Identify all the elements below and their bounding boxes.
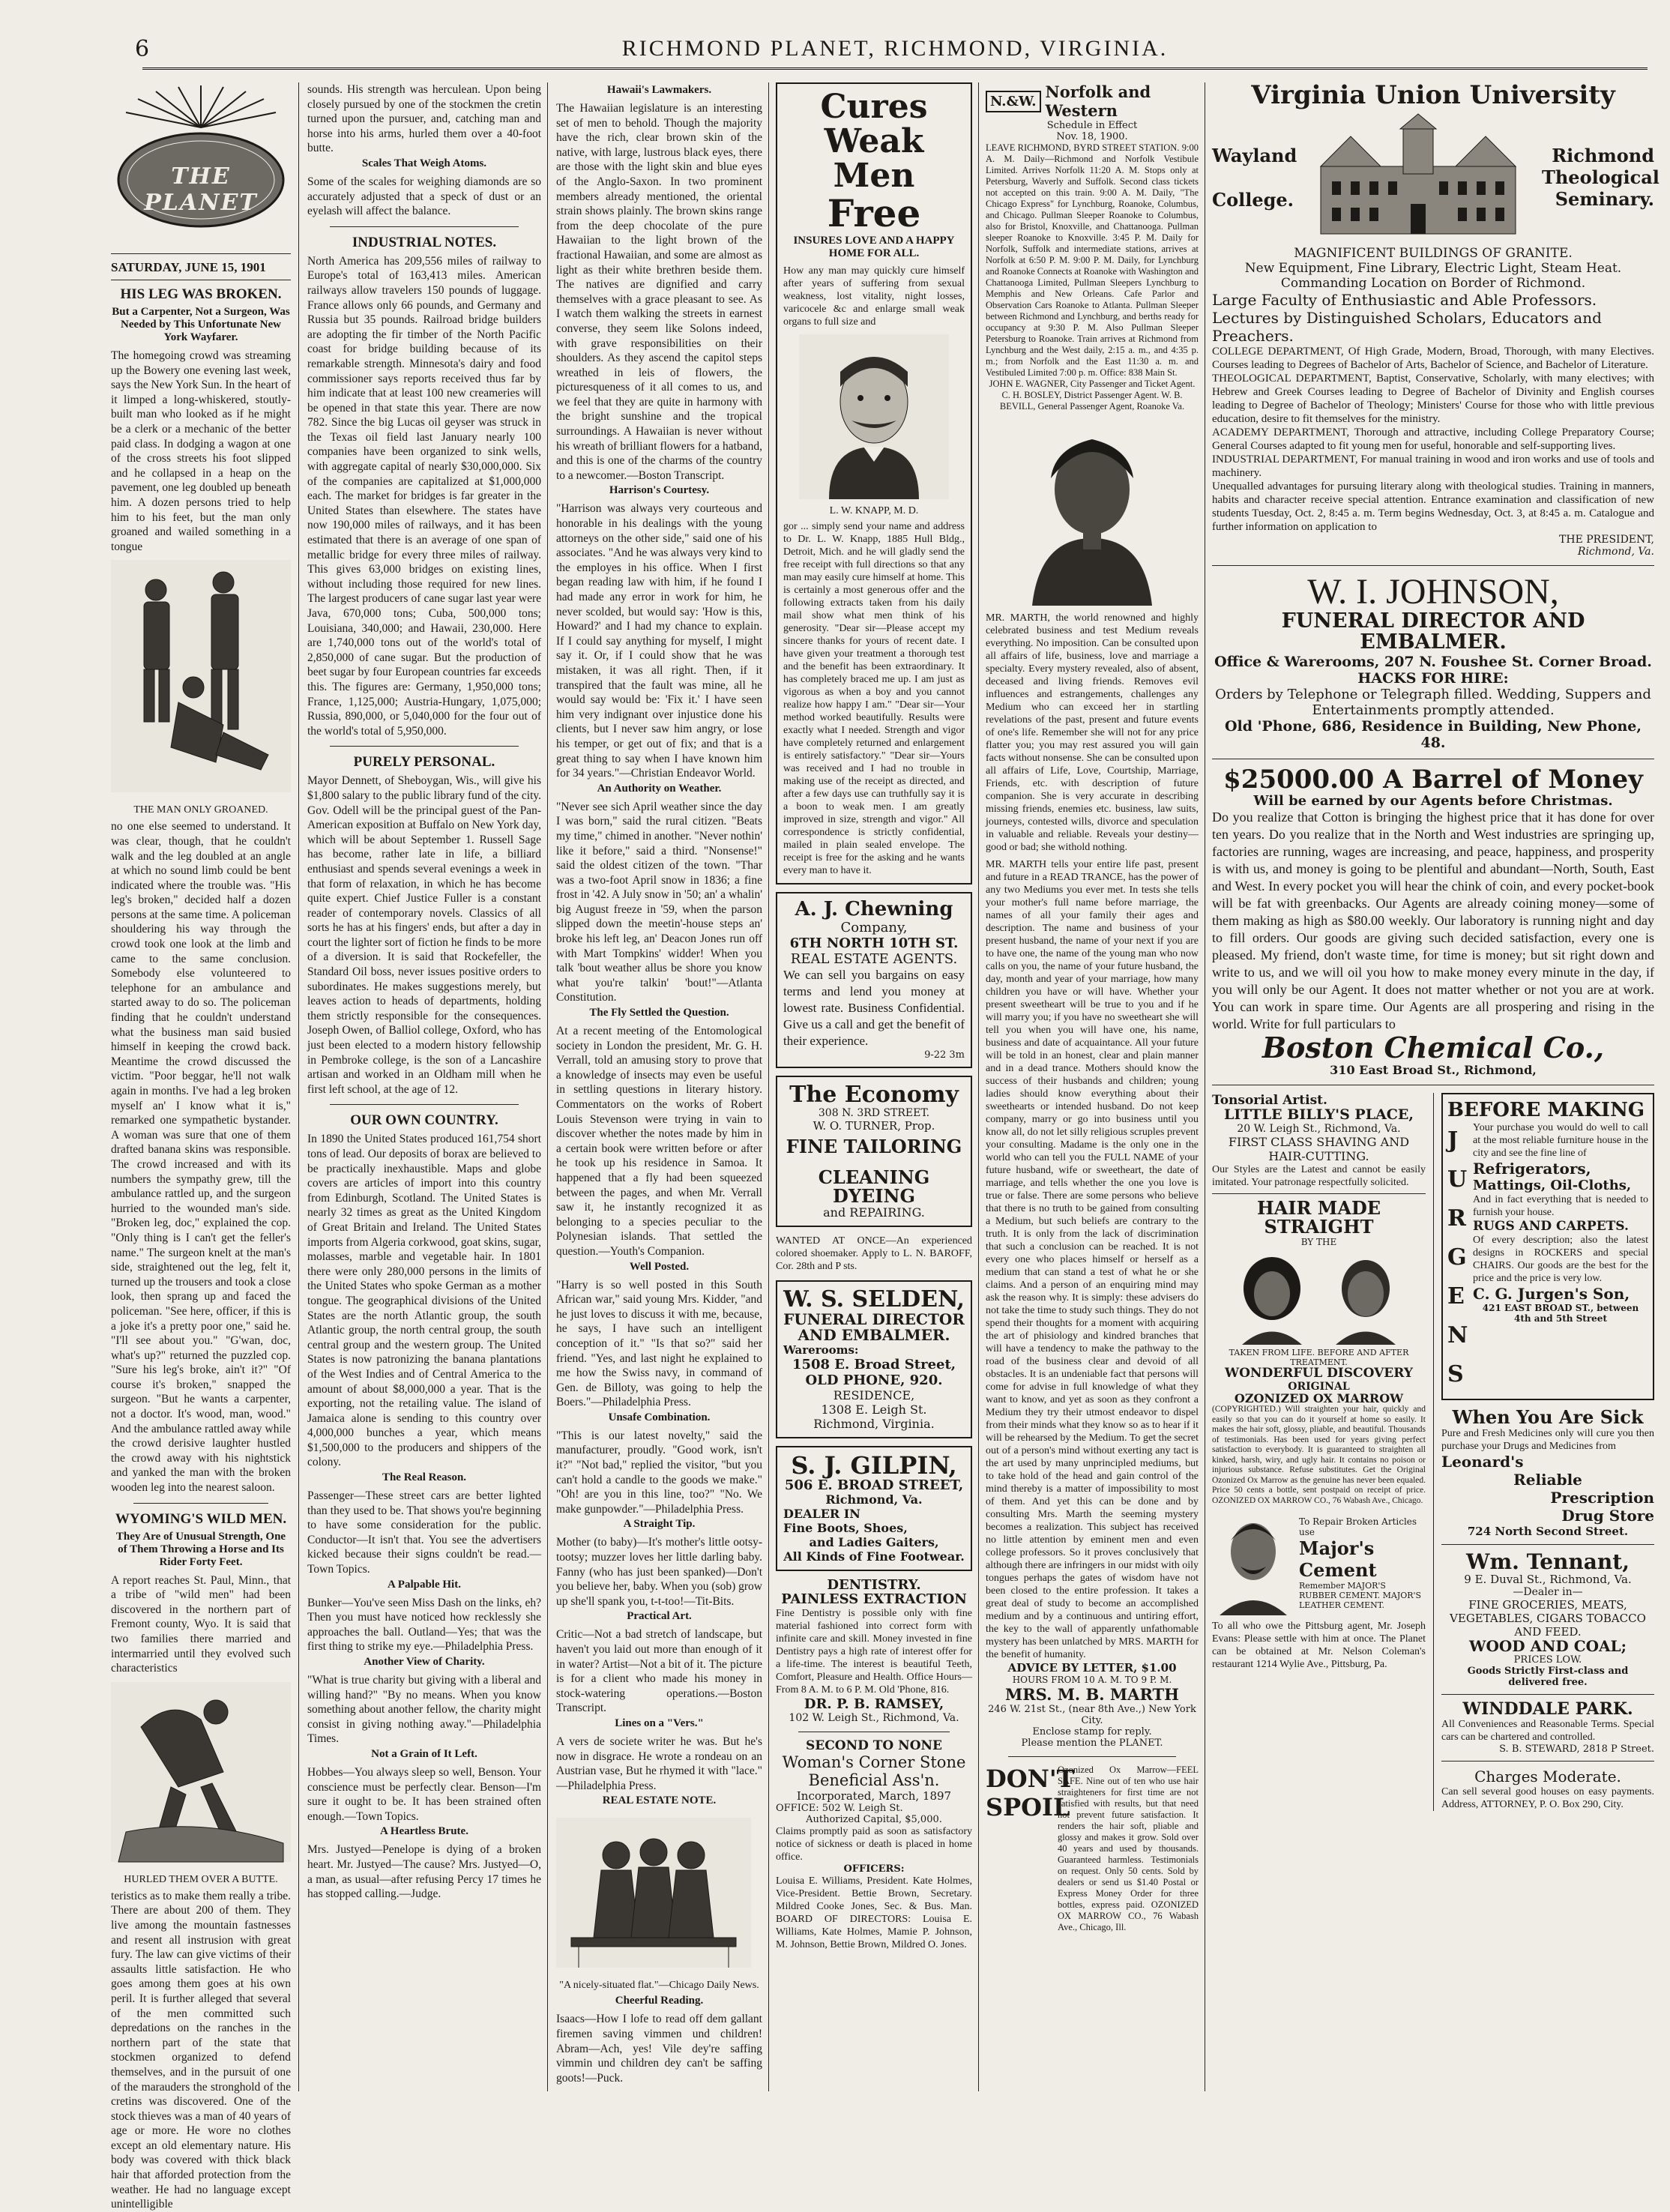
ad-name: Virginia Union University bbox=[1251, 80, 1615, 110]
ad-line: 1508 E. Broad Street, bbox=[792, 1356, 956, 1372]
ad-line: Lectures by Distinguished Scholars, Educators and Preachers. bbox=[1212, 308, 1602, 345]
ad-line: OZONIZED OX MARROW bbox=[1234, 1390, 1404, 1405]
ad-line: W. O. TURNER, Prop. bbox=[813, 1118, 935, 1133]
divider bbox=[1212, 565, 1654, 566]
university-building-illustration bbox=[1306, 114, 1531, 241]
poem-text: A vers de societe writer he was. But he's now in disgrace. He wrote a rondeau on an Austrian vase, But he rhymed it with "lace." —Philadelphia Press. bbox=[556, 1735, 762, 1792]
ad-line: BY THE bbox=[1300, 1236, 1337, 1247]
ad-line: HACKS FOR HIRE: bbox=[1357, 669, 1509, 687]
logo-text: THE PLANET bbox=[144, 163, 258, 216]
ad-line: To Repair Broken Articles use bbox=[1299, 1516, 1417, 1537]
jurgens-letter: U bbox=[1447, 1166, 1468, 1193]
article-text: teristics as to make them really a tribe. There are about 200 of them. They live among the mountain fastnesses and resent all instrusion with great fury. The law can give victims of their assaults little satisfaction. He who goes among them goes at his own peril. It is further alleged that several of the men committed such depredations on the ranches in the northern part of the state that stockmen organized to defend themselves, and in the pursuit of one of the marauders the stronghold of the cretins was discovered. One of the stock thieves was a man of 40 years of age or more. He wore no clothes except an old elementary nature. His body was covered with thick black hair that afforded protection from the weather. He had no language except unintelligible bbox=[111, 1889, 291, 2211]
ad-headline: Free bbox=[827, 190, 921, 235]
winddale-park-ad bbox=[1441, 1701, 1654, 1755]
article-text: Bunker—You've seen Miss Dash on the links, eh? Then you must have noticed how recklessly she approaches the ball. Outland—Yes; that was the first thing to strike my eye.—Philadelphia Press. bbox=[307, 1596, 541, 1654]
ad-line: Goods Strictly First-class and delivered free. bbox=[1467, 1665, 1629, 1688]
marth-portrait bbox=[1017, 418, 1167, 606]
ad-text: Do you realize that Cotton is bringing the highest price that it has done for over ten years. Do you realize that in the North and West industries are springing up, factories are running, wages are increasing, and peace, happiness, and prosperity is with us, and money is going to be plentiful and abundant—North, South, East and West. In every pocket you will hear the chink of coin, and every pocket-book will be fat with greenbacks. Our Agents are already coining money—some of them making as high as $80.00 weekly. Our laboratory is running night and day to fill orders. Our goods are giving such decided satisfaction, every one is pleased. My friend, don't waste time, for time is money; but sit right down and write to us, and we will oil you how to make money every minute in the day, if you will only be our Agent. It does not matter whether or not you are at work. You can work in spare time. Our Agents are all prospering and rising in the world. Write for full particulars to bbox=[1212, 810, 1654, 1032]
article-text: "Harry is so well posted in this South African war," said young Mrs. Kidder, "and he just loves to discuss it with me, because, he says, I have such an intelligent conception of it." "Is that so?" said her friend. "Yes, and last night he explained to me how the Swiss navy, in command of Gen. de Billoty, was going to help the Boers."—Philadelphia Press. bbox=[556, 1278, 762, 1409]
cures-weak-men-ad bbox=[776, 82, 972, 885]
subhead: The Real Reason. bbox=[382, 1471, 467, 1484]
ad-headline: BEFORE MAKING bbox=[1447, 1099, 1645, 1122]
divider bbox=[1441, 1544, 1654, 1545]
ad-line: Authorized Capital, $5,000. bbox=[806, 1814, 942, 1826]
ad-text: THEOLOGICAL DEPARTMENT, Baptist, Conservative, Scholarly, with many electives; with Hebrew and Greek Courses leading to Degree of Bachelor of Divinity and English courses leading to Degree of Bachelor of Theology; Ministers' Course for those who with little previous education, desire to fit themselves for the ministry. bbox=[1212, 372, 1654, 425]
ad-line: 6TH NORTH 10TH ST. bbox=[789, 935, 959, 952]
subhead: Not a Grain of It Left. bbox=[371, 1747, 477, 1760]
divider bbox=[1441, 1761, 1654, 1762]
major-portrait bbox=[1212, 1510, 1294, 1615]
ad-line: AND EMBALMER. bbox=[798, 1325, 950, 1344]
article-text: A report reaches St. Paul, Minn., that a tribe of "wild men" had been discovered in the northern part of Fremont county, Wyo. It is said that two families there married and intermarried until they evolved such characteristics bbox=[111, 1573, 291, 1675]
ad-line: 310 East Broad St., Richmond, bbox=[1330, 1063, 1537, 1078]
ad-headline: When You Are Sick bbox=[1452, 1406, 1644, 1429]
ad-line: FINE TAILORING bbox=[786, 1135, 962, 1157]
article-text: The homegoing crowd was streaming up the Bowery one evening last week, says the New York Sun. In the heart of it limped a long-whiskered, stoutly-built man who looked as if he might be a clerk or a mechanic of the better paid class. In dodging a wagon at one of the cross streets his foot slipped and he collapsed in a heap on the pavement, one leg doubled up beneath him. A dozen persons tried to help him to his feet, but the man only groaned and wailed something in a tongue bbox=[111, 349, 291, 553]
illustration-caption: HURLED THEM OVER A BUTTE. bbox=[124, 1873, 278, 1885]
majors-cement-ad bbox=[1212, 1510, 1426, 1615]
ad-line: ADVICE BY LETTER, $1.00 bbox=[1007, 1661, 1177, 1675]
subhead: An Authority on Weather. bbox=[597, 782, 722, 795]
ad-name: WINDDALE PARK. bbox=[1462, 1699, 1633, 1719]
subhead: Well Posted. bbox=[629, 1260, 690, 1273]
ad-text: MR. MARTH, the world renowned and highly celebrated business and test Medium reveals everything. No imposition. Can be consulted upon all affairs of life, business, love and marriage a specialty. Every mystery revealed, also of absent, deceased and living friends. Removes evil influences and estrangements, challenges any Medium who can exceed her in startling revelations of the past, present and future events of one's life. Remember she will not for any price flatter you; you may rest assured you will gain facts without nonsense. She can be consulted upon all affairs of Life, Love, Courtship, Marriage, Friends, etc. with description of future companion. She is very accurate in describing missing friends, enemies etc. business, law suits, journeys, contested wills, divorce and speculation in valuable and reliable. Reveals your destiny—good or bad; she withold nothing. bbox=[986, 612, 1199, 853]
article-text: Critic—Not a bad stretch of landscape, but haven't you laid out more than enough of it in water? Artist—Not a bit of it. The picture is for a client who made his money in stock-watering operations.—Boston Transcript. bbox=[556, 1628, 762, 1715]
divider bbox=[1441, 1694, 1654, 1695]
ad-line: Schedule in Effect bbox=[1046, 120, 1138, 131]
hair-straight-ad bbox=[1212, 1199, 1426, 1506]
ad-headline: Cures bbox=[820, 88, 928, 126]
ad-line: Orders by Telephone or Telegraph filled. Wedding, Suppers and Entertainments promptly attended. bbox=[1215, 686, 1651, 718]
ad-line: 421 EAST BROAD ST., between 4th and 5th Street bbox=[1482, 1303, 1639, 1325]
ad-text: We can sell you bargains on easy terms and lend you money at lowest rate. Business Confidential. Give us a call and get the benefit of their experience. bbox=[783, 968, 965, 1049]
ad-text: Fine Dentistry is possible only with fine material fashioned into correct form with infinite care and skill. Money invested in fine Dentistry pays a high rate of interest offer for a life-time. The interest is beautiful Teeth, Comfort, Pleasure and Health. Office Hours—From 8 A. M. to 6 P. M. Old 'Phone, 816. bbox=[776, 1608, 972, 1696]
column-4 bbox=[776, 82, 972, 2091]
column-1 bbox=[111, 82, 291, 2211]
ad-line: Richmond, Va. bbox=[825, 1492, 923, 1507]
column-rule bbox=[298, 82, 299, 2091]
ad-name: Beneficial Ass'n. bbox=[808, 1771, 940, 1790]
ad-line: Drug Store bbox=[1561, 1506, 1654, 1525]
ad-line: WOOD AND COAL; bbox=[1468, 1636, 1627, 1655]
ad-text: Louisa E. Williams, President. Kate Holmes, Vice-President. Bettie Brown, Secretary. Mildred Cooke Jones, Sec. & Bus. Man. BOARD OF DIRECTORS: Louisa E. Williams, Kate Holmes, Mamie P. Johnson, M. Johnson, Bettie Brown, Mildred O. Jones. bbox=[776, 1875, 972, 1951]
ad-name: A. J. Chewning bbox=[795, 898, 953, 921]
ad-text: (COPYRIGHTED.) Will straighten your hair, quickly and easily so that you can do it yourself at home so easily. It makes the hair soft, glossy, pliable, and beautiful. Thousands of testimonials. Has been used for years giving perfect satisfaction to everybody. It is guaranteed to straighten all kinked, harsh, wiry, and ugly hair. It contains no poison or injurious substance. Refuse substitutes. Get the Original Ozonized Ox Marrow as the genuine has never been equaled. Price 50 cents a bottle, sent postpaid on receipt of price. OZONIZED OX MARROW CO., 76 Wabash Ave., Chicago. bbox=[1212, 1405, 1426, 1505]
ad-headline: $25000.00 A Barrel of Money bbox=[1223, 764, 1643, 795]
ad-text: And in fact everything that is needed to furnish your house. bbox=[1473, 1194, 1648, 1219]
ad-name: DR. P. B. RAMSEY, bbox=[804, 1696, 944, 1713]
ad-name: C. G. Jurgen's Son, bbox=[1473, 1285, 1630, 1304]
subhead: Another View of Charity. bbox=[364, 1656, 485, 1668]
ad-line: 20 W. Leigh St., Richmond, Va. bbox=[1237, 1123, 1401, 1136]
ad-line: MAGNIFICENT BUILDINGS OF GRANITE. bbox=[1294, 245, 1573, 261]
article-text: Some of the scales for weighing diamonds are so accurately adjusted that a speck of dust or an eyelash will affect the balance. bbox=[307, 175, 541, 218]
divider bbox=[1008, 1756, 1176, 1757]
ad-line: Theological bbox=[1542, 166, 1660, 189]
article-text: "Harrison was always very courteous and honorable in his dealings with the young attorneys on the other side," said one of his associates. "And he was always very kind to the employes in his office. When I first began reading law with him, if he found I had made any error in work for him, he never scolded, but would say: 'How is this, Howard?' and I had my chance to explain. If I could say anything for myself, I might say it. Or, if I could show that he was mistaken, it was all right. Then, if it transpired that the fault was mine, all he would say would be: 'Fix it.' I have seen him very indignant over injustice done his clients, but I never saw him angry, or lose his temper, or get out of fix; and that is a great thing to say when I have known him for 34 years."—Christian Endeavor World. bbox=[556, 502, 762, 780]
ad-headline: Weak Men bbox=[824, 122, 924, 196]
ad-name: Leonard's bbox=[1441, 1452, 1524, 1471]
little-billys-ad bbox=[1212, 1093, 1426, 1189]
gilpin-ad bbox=[776, 1446, 972, 1571]
wild-man-illustration bbox=[111, 1682, 291, 1862]
subhead: Scales That Weigh Atoms. bbox=[361, 157, 487, 169]
ad-name: W. I. JOHNSON, bbox=[1307, 571, 1559, 612]
ad-line: Richmond, Virginia. bbox=[813, 1416, 935, 1431]
jurgens-letter: E bbox=[1447, 1283, 1465, 1310]
ad-line: RUGS AND CARPETS. bbox=[1473, 1219, 1629, 1235]
ad-line: College. bbox=[1212, 188, 1294, 211]
ad-text: ACADEMY DEPARTMENT, Thorough and attractive, including College Preparatory Course; General Courses adapted to fit young men for useful, honorable and self-supporting lives. bbox=[1212, 426, 1654, 452]
ad-text: Your purchase you would do well to call at the most reliable furniture house in the city and see the fine line of bbox=[1473, 1122, 1648, 1160]
ad-text: Can sell several good houses on easy payments. Address, ATTORNEY, P. O. Box 290, City. bbox=[1441, 1786, 1654, 1811]
ad-line: Charges Moderate. bbox=[1474, 1768, 1621, 1786]
page-number: 6 bbox=[135, 36, 150, 62]
wi-johnson-ad bbox=[1212, 573, 1654, 751]
ad-line: 724 North Second Street. bbox=[1467, 1524, 1629, 1538]
ad-line: S. B. STEWARD, 2818 P Street. bbox=[1499, 1744, 1654, 1756]
subhead: The Fly Settled the Question. bbox=[589, 1007, 729, 1019]
dentistry-ad bbox=[776, 1579, 972, 1724]
before-after-portraits bbox=[1212, 1247, 1426, 1345]
ad-line: PAINLESS EXTRACTION bbox=[781, 1591, 967, 1608]
ad-line: Richmond, Va. bbox=[1577, 545, 1654, 558]
ad-text: Ozonized Ox Marrow—FEEL SAFE. Nine out of ten who use hair straighteners for first time are not satisfied with results, but that need not prevent future satisfaction. It renders the hair soft, pliable and glossy and makes it grow. Sold over 40 years and used by thousands. Guaranteed harmless. Testimonials on request. Only 50 cents. Sold by dealers or send us $1.40 Postal or Express Money Order for three bottles, express paid. OZONIZED OX MARROW CO., 76 Wabash Ave., Chicago, Ill. bbox=[1058, 1765, 1199, 1932]
ad-text: MR. MARTH tells your entire life past, present and future in a READ TRANCE, has the power of any two Mediums you ever met. In tests she tells your mother's full name before marriage, the names of all your family their ages and description. The name and business of your present husband, the name of your next if you are to have one, the name of the young man who now calls on you, the name of your future husband, the day, month and year of your marriage, how many children you have or will have. Whether your present sweetheart will be true to you and if he will marry you; if you have no sweetheart she will tell you when you will have one, his name, business and date of acquaintance. All your future will be told in an honest, clear and plain manner and in a dead trance. Mothers should know the success of their husbands and children; young ladies should know everything about their sweethearts or intended husband. Do not keep company, marry or go into business until you know all, do not let silly religious scruples prevent your consulting. Madame is the only one in the world who can tell you the FULL NAME of your future husband, wife or sweetheart, the date of marriage, and tells whether the one you love is true or false. There are some persons who believe that there is no truth to be gained from consulting a Medium, but such beliefs are contrary to the truth. It is only from the lack of discrimination that such a conclusion can be reached. It is not every one who places himself or herself as a medium that can stand a test of what he or she claims. And a person of an enquiring mind may ask the reason why. It is simply: these advisers do not take the time to study such things. They do not spend their thoughts for a moment with acquiring the art of phisiology and kindred branches that will have a tendency to make the pathway to the road of the business clear and devoid of all obstacles. It is an undeniable fact that persons will come for advise in full knowledge of what they want to know, and yet as soon as they confront a Medium they try their utmost endeavor to dispel from their minds what they know so as to hear if it will be rehearsed by the Medium. To get the secret out of a person's mind without exerting any tact is the art used by many unprincipled mediums, but to take hold of the head and gain control of the mind thereby is a matter of impossibility to most of them. And yet this can be done and by consulting Mrs. Marth the seeming mystery becomes a realization. This subject has received no little attention by eminent men and even college professors. So it proves conclusively that although there are infringers in our midst with oily tongues perhaps the gates of wisdom have not been closed to the entire profession. It takes a great deal of study to become an accomplished medium and by a continuous and untiring effort, the key to the wall of apparently unfathomable mystery has been unlatched by MRS. MARTH for the benefit of humanity. bbox=[986, 859, 1199, 1660]
tennant-grocery-ad bbox=[1441, 1551, 1654, 1688]
ad-line: OFFICERS: bbox=[843, 1863, 905, 1875]
divider bbox=[133, 1503, 268, 1504]
headline-wyoming-wild-men: WYOMING'S WILD MEN. bbox=[115, 1510, 287, 1527]
jurgens-letter: S bbox=[1447, 1361, 1464, 1388]
ad-line: Company, bbox=[840, 920, 908, 936]
ad-name: S. J. GILPIN, bbox=[791, 1450, 957, 1480]
article-text: Mrs. Justyed—Penelope is dying of a broken heart. Mr. Justyed—The cause? Mrs. Justyed—O, a man, as usual—after refusing Percy 17 times he has stopped calling.—Judge. bbox=[307, 1843, 541, 1901]
ad-line: 308 N. 3RD STREET. bbox=[818, 1106, 930, 1119]
ad-line: HOURS FROM 10 A. M. TO 9 P. M. bbox=[1012, 1675, 1172, 1685]
ad-line: Tonsorial Artist. bbox=[1212, 1093, 1327, 1109]
article-text: Mother (to baby)—It's mother's little ootsy-tootsy; muzzer loves her little darling baby. Fanny (who has just been spanked)—Don't you believe her, baby. When you (sob) grow up she'll spank you, t-t-too!—Tit-Bits. bbox=[556, 1536, 762, 1608]
virginia-union-ad bbox=[1212, 80, 1660, 558]
ad-line: RESIDENCE, bbox=[833, 1387, 915, 1402]
ad-name: Woman's Corner Stone bbox=[782, 1753, 966, 1772]
subhead: Practical Art. bbox=[627, 1610, 692, 1623]
ad-text: JOHN E. WAGNER, City Passenger and Ticket Agent. C. H. BOSLEY, District Passenger Agent. W. B. BEVILL, General Passenger Agent, Roanoke Va. bbox=[989, 379, 1196, 412]
article-text: "This is our latest novelty," said the manufacturer, proudly. "Good work, isn't it?" "Not bad," replied the visitor, "but you can't hold a candle to the goods we make." "Oh! are you in this line, too?" "No. We make gunpowder."—Philadelphia Press. bbox=[556, 1429, 762, 1516]
headline-industrial-notes: INDUSTRIAL NOTES. bbox=[352, 234, 497, 250]
ad-line: 246 W. 21st St., (near 8th Ave.,) New York City. bbox=[988, 1704, 1196, 1726]
ad-line: TAKEN FROM LIFE. BEFORE AND AFTER TREATMENT. bbox=[1229, 1347, 1409, 1367]
ad-name: Boston Chemical Co., bbox=[1261, 1031, 1605, 1065]
jurgens-letter: J bbox=[1447, 1127, 1459, 1154]
wanted-notice: WANTED AT ONCE—An experienced colored shoemaker. Apply to L. N. BAROFF, Cor. 28th and P sts. bbox=[776, 1235, 972, 1273]
real-estate-cartoon bbox=[556, 1818, 751, 1968]
womans-corner-stone-ad bbox=[776, 1740, 972, 1951]
ad-headline: DON'T bbox=[986, 1765, 1075, 1793]
ad-line: —Dealer in— bbox=[1513, 1585, 1583, 1598]
ad-line: Remember MAJOR'S RUBBER CEMENT. MAJOR'S LEATHER CEMENT. bbox=[1299, 1580, 1422, 1610]
ad-line: Nov. 18, 1900. bbox=[1056, 131, 1128, 142]
rr-logo-icon: N.&W. bbox=[986, 91, 1041, 112]
ad-line: CLEANING DYEING bbox=[818, 1166, 930, 1208]
article-text: no one else seemed to understand. It was clear, though, that he couldn't walk and the leg doubled at an angle at which no sound limb could be bent indicated where the trouble was. "His leg's broken," decided half a dozen persons at the same time. A policeman shouldering his way through the crowd took one look at the limb and came to the same conclusion. Somebody else volunteered to telephone for an ambulance and started away to do so. The policeman finding that he couldn't understand what the business man said busied himself in keeping the crowd back. Meantime the crowd discussed the victim. "Poor beggar, he'll not walk again in months. I've had a leg broken myself an' I know what it is," remarked one sympathetic bystander. A woman was sure that one of them drafted banana skins was responsible. The crowd increased and with its numbers the sympathy grew, till the ambulance rattled up, and the surgeon hurried to the wounded man's side. "Broken leg, doc," explained the cop. "Only thing is I can't get the feller's name." The surgeon knelt at the man's side, straightened out the leg, felt it, turned up the trousers and took a close look, then sprang up and faced the policeman. "See here, officer, if this is a joke it's a pretty poor one," said he. "I'll see about you." "G'wan, doc, what's up?" returned the puzzled cop. "Sure his leg's broke, ain't it?" "Of course it's broken," snapped the surgeon. "But he wants a carpenter, not a doctor. It's wood, man, wood." And the ambulance rattled away while the crowd derisive laughter hustled the crowd away with his nightstick and yanked the man with the broken wooden leg into the nearest saloon. bbox=[111, 820, 291, 1495]
article-text: Passenger—These street cars are better lighted than they used to be. That shows you're beginning to have some consideration for the public. Conductor—It isn't that. You see the advertisers kicked because their signs couldn't be read.—Town Topics. bbox=[307, 1489, 541, 1576]
jurgens-letter: G bbox=[1447, 1244, 1467, 1271]
doctor-portrait bbox=[799, 334, 949, 499]
ad-name: Norfolk and Western bbox=[1045, 82, 1151, 120]
ad-line: Incorporated, March, 1897 bbox=[796, 1789, 952, 1803]
ad-line: SECOND TO NONE bbox=[806, 1738, 942, 1754]
man-groaned-illustration bbox=[111, 560, 291, 792]
article-text: North America has 209,556 miles of railway to Europe's total of 163,413 miles. American railways allow travelers 150 pounds of luggage. France allows only 66 pounds, and Germany and Russia but 35 pounds. Railroad bridge builders are adopting the fir timber of the North Pacific coast for bridge building because of its remarkable strength. Minnesota's dairy and food commissioner says reports received thus far by him indicate that at least 100 new creameries will be opened in that state this year. There are now 782. Since the big Lucas oil geyser was struck in the Texas oil field last January nearly 100 companies have been organized to sink wells, with aggregate capital of nearly $30,000,000. Six of the companies are capitalized at $1,000,000 each. The market for bridges is far greater in the United States than elsewhere. The states have now 190,000 miles of railways, and it has been estimated that there is an average of one span of metallic bridge for every three miles of railway. This gives 63,000 bridges on existing lines, without including those required for new lines. The largest producers of cane sugar last year were Java, 670,000 tons; Cuba, 500,000 tons; Louisiana, 340,000; and Hawaii, 230,000. Here are 1,740,000 tons out of the world's total of 2,850,000 of cane sugar. But the production of beet sugar by four European countries far exceeds this. The figures are: Germany, 1,950,000 tons; France, 1,125,000; Austria-Hungary, 1,075,000; Russia, 890,000, or 5,040,000 for the four out of the world's total of 5,950,000. bbox=[307, 254, 541, 738]
ad-line: PRICES LOW. bbox=[1513, 1654, 1582, 1666]
illustration-caption: "A nicely-situated flat."—Chicago Daily News. bbox=[559, 1980, 759, 1992]
column-5 bbox=[986, 82, 1199, 2091]
column-3 bbox=[556, 82, 762, 2091]
article-text: Mayor Dennett, of Sheboygan, Wis., will give his $1,800 salary to the public library fund of the city. Gov. Odell will be the principal guest of the Pan-American exposition at Buffalo on New York day, which will be about September 1. Russell Sage has become, rather late in life, a billiard enthusiast and spends several evenings a week in that form of relaxation, in which he has become quite expert. Chief Justice Fuller is a constant reader of contemporary novels. Classics of all sorts he has at his fingers' ends, but after a day in court the lighter sort of fiction he finds to be more of a diversion. It is said that Rockefeller, the Standard Oil boss, never issues positive orders to subordinates. He makes suggestions merely, but leaves action to heads of departments, holding them strictly responsible for the consequences. Joseph Owen, of Balliol college, Oxford, who has just been elected to a modern history fellowship in Pembroke college, is the son of a Lancashire artisan and worked in an Oldham mill when he first left school, at the age of 12. bbox=[307, 774, 541, 1096]
ad-line: Reliable bbox=[1513, 1470, 1582, 1489]
ad-line: Large Faculty of Enthusiastic and Able Professors. bbox=[1212, 290, 1597, 309]
jurgens-letter: R bbox=[1447, 1205, 1466, 1232]
ad-line: Office & Warerooms, 207 N. Foushee St. Corner Broad. bbox=[1214, 653, 1652, 670]
ad-name: W. S. SELDEN, bbox=[783, 1286, 965, 1313]
headline-our-own-country: OUR OWN COUNTRY. bbox=[350, 1112, 498, 1129]
article-text: "What is true charity but giving with a liberal and willing hand?" "By no means. When you know something about another fellow, the charity might consist in giving nothing away."—Philadelphia Times. bbox=[307, 1674, 541, 1746]
ad-line: 1308 E. Leigh St. bbox=[821, 1402, 927, 1417]
subhead: A Straight Tip. bbox=[623, 1518, 696, 1531]
portrait-caption: L. W. KNAPP, M. D. bbox=[829, 505, 919, 517]
ad-line: Old 'Phone, 686, Residence in Building, New Phone, 48. bbox=[1224, 717, 1642, 751]
subhead: A Heartless Brute. bbox=[380, 1825, 468, 1838]
ad-line: FINE GROCERIES, MEATS, VEGETABLES, CIGARS TOBACCO AND FEED. bbox=[1450, 1597, 1646, 1639]
article-text: At a recent meeting of the Entomological society in London the president, Mr. G. H. Verrall, told an amusing story to prove that a knowledge of insects may even be useful in settling questions in literary history. Commentators on the works of Robert Louis Stevenson were trying in vain to discover whether the notes made by him in a certain book were written before or after he took up his residence in Samoa. It happened that a fly had been squeezed between the pages, and when Mr. Verrall saw it, he instantly recognized it as belonging to a species peculiar to the Polynesian islands. That settled the question.—Youth's Companion. bbox=[556, 1025, 762, 1258]
jurgens-ad bbox=[1441, 1093, 1654, 1400]
ad-line: Enclose stamp for reply. bbox=[1032, 1726, 1152, 1738]
divider bbox=[111, 253, 291, 254]
ad-line: All Kinds of Fine Footwear. bbox=[783, 1549, 965, 1564]
ad-code: 9-22 3m bbox=[924, 1049, 965, 1061]
divider bbox=[330, 1104, 519, 1105]
subhead: They Are of Unusual Strength, One of Them Throwing a Horse and Its Rider Forty Feet. bbox=[115, 1530, 286, 1568]
jurgens-letter: N bbox=[1447, 1322, 1468, 1349]
ad-line: Richmond bbox=[1552, 145, 1654, 167]
column-rule bbox=[768, 82, 769, 2091]
subhead: Unsafe Combination. bbox=[608, 1411, 711, 1423]
subhead: Cheerful Reading. bbox=[615, 1995, 704, 2007]
column-6 bbox=[1212, 80, 1660, 2091]
pittsburg-notice: To all who owe the Pittsburg agent, Mr. Joseph Evans: Please settle with him at once. The Planet can be obtained at Mr. Nelson Coleman's restaurant 1214 Wylie Ave., Pittsburg, Pa. bbox=[1212, 1621, 1426, 1671]
ad-line: THE PRESIDENT, bbox=[1559, 533, 1654, 546]
ad-subhead: Will be earned by our Agents before Christmas. bbox=[1253, 793, 1613, 810]
ad-name: MRS. M. B. MARTH bbox=[1004, 1685, 1180, 1704]
ad-line: 506 E. BROAD STREET, bbox=[784, 1477, 964, 1493]
column-rule bbox=[1433, 1093, 1434, 1811]
ad-line: 102 W. Leigh St., Richmond, Va. bbox=[789, 1712, 959, 1725]
ad-text: COLLEGE DEPARTMENT, Of High Grade, Modern, Broad, Thorough, with many Electives. Courses leading to Degrees of Bachelor of Arts, Bachelor of Science, and Bachelor of Literature. bbox=[1212, 345, 1654, 371]
ad-text: Claims promptly paid as soon as satisfactory notice of sickness or death is placed in home office. bbox=[776, 1826, 972, 1863]
ad-name: LITTLE BILLY'S PLACE, bbox=[1223, 1106, 1414, 1124]
ad-line: Warerooms: bbox=[783, 1342, 859, 1357]
ad-text: LEAVE RICHMOND, BYRD STREET STATION. 9:00 A. M. Daily—Richmond and Norfolk Vestibule Limited. Arrives Norfolk 11:20 A. M. Stops only at Petersburg, Waverly and Suffolk. Second class tickets not accepted on this train. 9:00 A. M. Daily, "The Chicago Express" for Lynchburg, Roanoke, Columbus, and Chicago. Pullman Sleeper Roanoke to Columbus, also for Bristol, Knoxville, and Chattanooga. Pullman sleeper Roanoke to Knoxville. 3:45 P. M. Daily for Norfolk, Suffolk and intermediate stations, arrives at Norfolk at 6:50 P. M. 9:00 P. M. Daily, for Lynchburg and Roanoke Connects at Roanoke with Washington and Chattanooga Limited, Pullman Sleepers Lynchburg to Memphis and New Orleans. Cafe Parlor and Observation Cars Roanoke to Atlanta. Pullman Sleeper between Richmond and Lynchburg, and berths ready for occupancy at 9:30 P. M. Also Pullman Sleeper Petersburg to Roanoke. Train arrives at Richmond from Lynchburg and the West daily, 2:15 a. m., and 4:35 p. m.; from Norfolk and the East 11:30 a. m. and Vestibuled Limited 7:00 p. m. Office: 838 Main St. bbox=[986, 142, 1199, 378]
norfolk-western-ad bbox=[986, 82, 1199, 412]
column-rule bbox=[547, 82, 548, 2091]
ad-name: Major's Cement bbox=[1299, 1537, 1377, 1581]
ad-name: Wm. Tennant, bbox=[1466, 1549, 1630, 1574]
planet-logo bbox=[111, 82, 291, 247]
ad-line: Mattings, Oil-Cloths, bbox=[1473, 1178, 1632, 1194]
ad-text: Of every description; also the latest designs in ROCKERS and special CHAIRS. Our goods are the best for the price and the price is very low. bbox=[1473, 1235, 1648, 1285]
ad-line: OFFICE: 502 W. Leigh St. bbox=[776, 1803, 903, 1815]
barrel-of-money-ad bbox=[1212, 764, 1654, 1078]
ad-line: DENTISTRY. bbox=[827, 1577, 921, 1594]
ad-text: All Conveniences and Reasonable Terms. Special cars can be chartered and controlled. bbox=[1441, 1719, 1654, 1744]
ad-text: Our Styles are the Latest and cannot be easily imitated. Your patronage respectfully solicited. bbox=[1212, 1164, 1426, 1189]
ad-line: OLD PHONE, 920. bbox=[805, 1372, 943, 1388]
article-text: Isaacs—How I lofe to read off dem gallant firemen saving vimmen und children! Abram—Ach, yes! Vile dey're saffing vimmin und children dey can't be saffing goots!—Puck. bbox=[556, 2013, 762, 2085]
newspaper-title: RICHMOND PLANET, RICHMOND, VIRGINIA. bbox=[621, 36, 1169, 61]
ad-line: Prescription bbox=[1550, 1488, 1654, 1507]
article-text: In 1890 the United States produced 161,754 short tons of lead. Our deposits of borax are believed to be practically inexhaustible. Maps and globe covers are articles of import into this country from Edinburgh, Scotland. The United States is nearly 32 times as great as the United Kingdom of Great Britain and Ireland. The United States imports from Algeria corkwood, goat skins, sugar, molasses, marble and vegetable hair. In 1801 there were only 280,000 persons in the limits of the United States who spoke German as a mother tongue. The geographical divisions of the United States are the north Atlantic group, the south Atlantic group, the north central group, the south central group and the western group. The United States is now patronizing the banana plantations of the West Indies and of Central America to the amount of about $8,000,000 a year. That is the exporting, not the retailing value. The island of Jamaica alone is sending to this country over 4,000,000 bunches a year, which means $1,500,000 to the producers and shippers of the colony. bbox=[307, 1133, 541, 1469]
divider bbox=[330, 746, 519, 747]
subhead: But a Carpenter, Not a Surgeon, Was Needed by This Unfortunate New York Wayfarer. bbox=[112, 306, 290, 343]
ad-line: FUNERAL DIRECTOR AND EMBALMER. bbox=[1281, 609, 1585, 654]
economy-tailoring-ad bbox=[776, 1076, 972, 1227]
chewning-ad bbox=[776, 892, 972, 1068]
ad-text: gor ... simply send your name and address to Dr. L. W. Knapp, 1885 Hull Bldg., Detroit, Mich. and he will gladly send the free receipt with full directions so that any man may easily cure himself at home. This is certainly a most generous offer and the following extracts taken from his daily mail show what men think of his generosity. "Dear sir—Please accept my sincere thanks for yours of recent date. I have given your treatment a thorough test and the benefit has been extraordinary. It has completely braced me up. I am just as vigorous as when a boy and you cannot realize how happy I am." "Dear sir—Your method worked beautifully. Results were exactly what I needed. Strength and vigor have completely returned and enlargement is entirely satisfactory." "Dear sir—Yours was received and I had no trouble in making use of the receipt as directed, and after a few days use can truthfully say it is a boon to weak men. I am greatly improved in size, strength and vigor." All correspondence is strictly confidential, mailed in plain sealed envelope. The receipt is free for the asking and he wants every man to have it. bbox=[783, 521, 965, 877]
illustration-title: REAL ESTATE NOTE. bbox=[602, 1794, 717, 1807]
article-text: sounds. His strength was herculean. Upon being closely pursued by one of the stockmen the cretin turned upon the pursuer, and, catching man and horse into his arms, hurled them over a 40-foot butte. bbox=[307, 83, 541, 155]
divider bbox=[1212, 1193, 1426, 1194]
subhead: Harrison's Courtesy. bbox=[609, 484, 710, 497]
article-text: The Hawaiian legislature is an interesting set of men to behold. Though the majority have the rich, clear brown skin of the native, with large, lustrous black eyes, there are those with the light skin and blue eyes of the Anglo-Saxon. In two prominent members already mentioned, the oriental strain shows plainly. The brown skins range from the deep chocolate of the pure Hawaiian to the light brown of the fractional Hawaiian, and some are almost as light as their white brethren beside them. The natives are dignified and carry themselves with a grace pleasant to see. As I watch them walking the streets in earnest converse, they seem like Solons indeed, with grave responsibilities on their shoulders. As they ascend the capitol steps wreathed in leis of flowers, the picturesqueness of it all comes to us, and we feel that they are quite in harmony with the bright sunshine and the tropical surroundings. A Hawaiian is never without his wreath of brilliant flowers for a hatband, and this is one of the charms of the country to a newcomer.—Boston Transcript. bbox=[556, 102, 762, 482]
ad-line: New Equipment, Fine Library, Electric Light, Steam Heat. Commanding Location on Border of Richmond. bbox=[1244, 260, 1622, 291]
ad-line: 9 E. Duval St., Richmond, Va. bbox=[1464, 1572, 1632, 1586]
column-2 bbox=[307, 82, 541, 2091]
selden-ad bbox=[776, 1280, 972, 1438]
article-text: Hobbes—You always sleep so well, Benson. Your conscience must be perfectly clear. Benson—I'm sure it ought to be. It has been strained often enough.—Town Topics. bbox=[307, 1765, 541, 1823]
divider bbox=[330, 226, 519, 227]
ad-text: INDUSTRIAL DEPARTMENT, For manual training in wood and iron works and use of tools and machinery. bbox=[1212, 453, 1654, 479]
ad-headline: SPOIL bbox=[986, 1793, 1070, 1821]
dont-spoil-ad bbox=[986, 1765, 1199, 1933]
subhead: Hawaii's Lawmakers. bbox=[606, 84, 712, 96]
ad-subhead: INSURES LOVE AND A HAPPY HOME FOR ALL. bbox=[793, 235, 955, 260]
subhead: A Palpable Hit. bbox=[388, 1578, 461, 1591]
ad-line: FUNERAL DIRECTOR bbox=[783, 1310, 965, 1328]
ad-name: The Economy bbox=[789, 1082, 959, 1109]
jurgens-vertical-letters bbox=[1447, 1121, 1468, 1394]
illustration-caption: THE MAN ONLY GROANED. bbox=[133, 804, 268, 816]
ad-line: FIRST CLASS SHAVING AND HAIR-CUTTING. bbox=[1228, 1135, 1410, 1164]
leonards-drug-store-ad bbox=[1441, 1408, 1654, 1537]
dateline: SATURDAY, JUNE 15, 1901 bbox=[111, 260, 266, 274]
headline-purely-personal: PURELY PERSONAL. bbox=[353, 754, 495, 771]
column-rule bbox=[978, 82, 979, 2091]
ad-line: Seminary. bbox=[1555, 188, 1654, 211]
ad-line: ORIGINAL bbox=[1288, 1380, 1350, 1393]
ad-line: DEALER IN bbox=[783, 1507, 860, 1522]
ad-line: Wayland bbox=[1212, 144, 1297, 166]
ad-headline: HAIR MADE STRAIGHT bbox=[1256, 1197, 1381, 1238]
ad-text: How any man may quickly cure himself after years of suffering from sexual weakness, lost vitality, night losses, varicocele &c and enlarge small weak organs to full size and bbox=[783, 265, 965, 328]
headline-his-leg-was-broken: HIS LEG WAS BROKEN. bbox=[120, 286, 282, 302]
masthead bbox=[135, 30, 1648, 70]
ad-line: and REPAIRING. bbox=[823, 1205, 925, 1220]
ad-text: Pure and Fresh Medicines only will cure you then purchase your Drugs and Medicines from bbox=[1441, 1427, 1654, 1452]
ad-line: Fine Boots, Shoes, bbox=[783, 1521, 908, 1536]
ad-line: REAL ESTATE AGENTS. bbox=[790, 951, 958, 968]
subhead: Lines on a "Vers." bbox=[615, 1717, 704, 1729]
ad-line: and Ladies Gaiters, bbox=[809, 1535, 939, 1550]
article-text: "Never see sich April weather since the day I was born," said the rural citizen. "Beats my time," chimed in another. "Never nothin' like it before," said a third. "Nonsense!" said the oldest citizen of the town. "Thar was a two-foot April snow in 1836; a fine frost in '42. A July snow in '50; an' a whalin' big August freeze in '59, when the parson slipped down the meetin'-house steps an' broke his left leg, an' Deacon Jones run off with Mart Tompkins' widder! When you talk 'bout weather allus be shore you know what you're talkin' 'bout!"—Atlanta Constitution. bbox=[556, 800, 762, 1004]
ad-line: Refrigerators, bbox=[1473, 1160, 1591, 1178]
ad-text: Unequalled advantages for pursuing literary along with theological studies. Training in manners, habits and character receive special attention. Entrance examination and classification of new students Tuesday, Oct. 2, 8:45 a. m. Term begins Wednesday, Oct. 3, at 8:45 a. m. Catalogue and further information on application to bbox=[1212, 480, 1654, 533]
ad-line: WONDERFUL DISCOVERY bbox=[1225, 1365, 1413, 1381]
ad-line: Please mention the PLANET. bbox=[1021, 1738, 1163, 1749]
